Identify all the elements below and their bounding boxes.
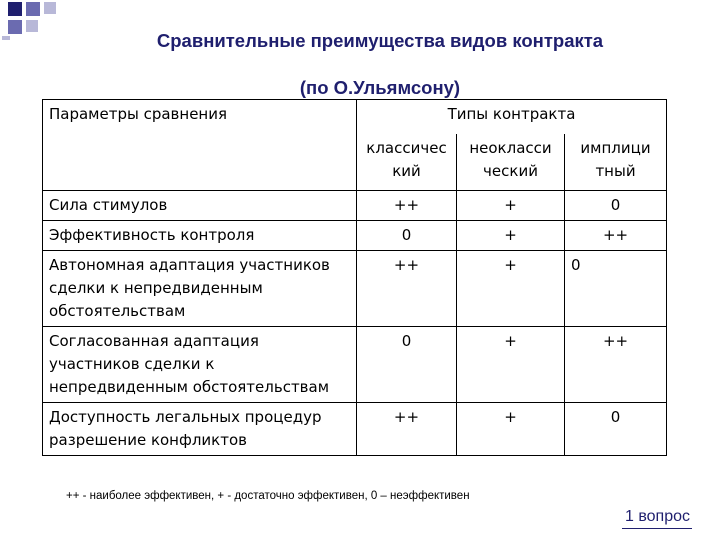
cell-value: 0 bbox=[357, 327, 457, 403]
cell-value: ++ bbox=[357, 251, 457, 327]
table-row bbox=[43, 327, 667, 403]
subheader-row bbox=[43, 134, 667, 191]
cell-value: + bbox=[457, 251, 565, 327]
types-header: Типы контракта bbox=[357, 100, 667, 135]
decor-square bbox=[44, 2, 56, 14]
page-label-underline bbox=[622, 528, 692, 529]
header-row bbox=[43, 100, 667, 135]
cell-value: ++ bbox=[357, 191, 457, 221]
decor-square bbox=[8, 20, 22, 34]
cell-value: + bbox=[457, 221, 565, 251]
cell-value: 0 bbox=[565, 251, 667, 327]
cell-value: + bbox=[457, 327, 565, 403]
cell-value: ++ bbox=[565, 221, 667, 251]
cell-value: 0 bbox=[565, 403, 667, 456]
decor-square bbox=[8, 2, 22, 16]
type-col-header: имплици тный bbox=[565, 134, 667, 191]
row-label: Согласованная адаптация участников сделки к непредвиденным обстоятельствам bbox=[43, 327, 357, 403]
decor-square bbox=[26, 2, 40, 16]
row-label: Автономная адаптация участников сделки к непредвиденным обстоятельствам bbox=[43, 251, 357, 327]
cell-value: 0 bbox=[565, 191, 667, 221]
param-header-cont bbox=[43, 134, 357, 191]
decor-square bbox=[2, 36, 10, 40]
table-row bbox=[43, 221, 667, 251]
decor-square bbox=[26, 20, 38, 32]
cell-value: ++ bbox=[565, 327, 667, 403]
cell-value: + bbox=[457, 191, 565, 221]
page-label: 1 вопрос bbox=[624, 508, 690, 525]
comparison-table bbox=[42, 99, 667, 456]
corner-decoration bbox=[0, 0, 60, 40]
table-row bbox=[43, 403, 667, 456]
row-label: Эффективность контроля bbox=[43, 221, 357, 251]
row-label: Доступность легальных процедур разрешение конфликтов bbox=[43, 403, 357, 456]
table-row bbox=[43, 191, 667, 221]
slide-title: Сравнительные преимущества видов контракта bbox=[156, 30, 604, 51]
cell-value: 0 bbox=[357, 221, 457, 251]
slide-subtitle: (по О.Ульямсону) bbox=[299, 77, 461, 98]
cell-value: + bbox=[457, 403, 565, 456]
row-label: Сила стимулов bbox=[43, 191, 357, 221]
type-col-header: неокласси ческий bbox=[457, 134, 565, 191]
table-row bbox=[43, 251, 667, 327]
param-header: Параметры сравнения bbox=[43, 100, 357, 135]
legend-note: ++ - наиболее эффективен, + - достаточно эффективен, 0 – неэффективен bbox=[66, 490, 470, 502]
cell-value: ++ bbox=[357, 403, 457, 456]
type-col-header: классичес кий bbox=[357, 134, 457, 191]
